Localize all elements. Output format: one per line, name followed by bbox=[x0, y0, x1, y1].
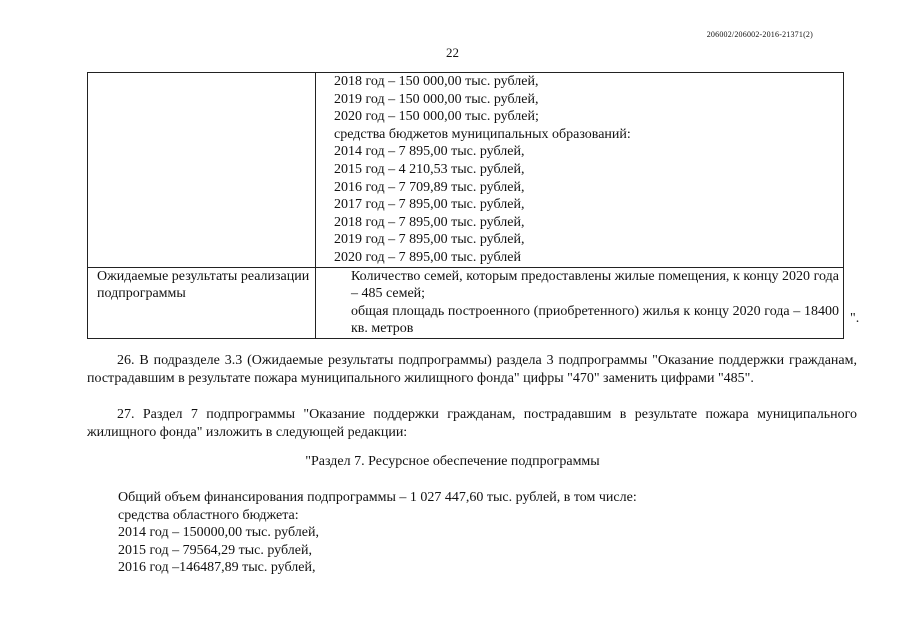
funding-line: 2020 год – 7 895,00 тыс. рублей bbox=[334, 249, 521, 265]
document-id: 206002/206002-2016-21371(2) bbox=[706, 30, 813, 39]
results-text-families: Количество семей, которым предоставлены жилые помещения, к концу 2020 года – 485 семей; bbox=[351, 268, 839, 302]
funding-line: средства бюджетов муниципальных образований: bbox=[334, 126, 631, 142]
table-cell-results bbox=[316, 267, 844, 338]
table-cell-empty bbox=[88, 73, 316, 268]
funding-line: 2019 год – 150 000,00 тыс. рублей, bbox=[334, 91, 539, 107]
section-heading: "Раздел 7. Ресурсное обеспечение подпрограммы bbox=[305, 454, 600, 469]
funding-line: 2019 год – 7 895,00 тыс. рублей, bbox=[334, 232, 525, 248]
paragraph-26-text: 26. В подразделе 3.3 (Ожидаемые результаты подпрограммы) раздела 3 подпрограммы "Оказание поддержки гражданам, пострадавшим в результате пожара муниципального жилищного фонда" цифры "470" заменить цифрами "485". bbox=[87, 353, 857, 386]
paragraph-27 bbox=[87, 406, 857, 442]
funding-line: 2015 год – 4 210,53 тыс. рублей, bbox=[334, 161, 525, 177]
funding-line: 2020 год – 150 000,00 тыс. рублей; bbox=[334, 109, 539, 125]
results-text-area: общая площадь построенного (приобретенного) жилья к концу 2020 года – 18400 кв. метров bbox=[351, 303, 839, 337]
paragraph-27-text: 27. Раздел 7 подпрограммы "Оказание поддержки гражданам, пострадавшим в результате пожара муниципального жилищного фонда" изложить в следующей редакции: bbox=[87, 407, 857, 440]
funding-line: 2018 год – 150 000,00 тыс. рублей, bbox=[334, 74, 539, 89]
section-line: 2016 год –146487,89 тыс. рублей, bbox=[118, 560, 316, 575]
section-line: средства областного бюджета: bbox=[118, 507, 299, 523]
table-cell-funding bbox=[316, 73, 844, 268]
section-line: Общий объем финансирования подпрограммы – 1 027 447,60 тыс. рублей, в том числе: bbox=[118, 490, 637, 505]
funding-line: 2018 год – 7 895,00 тыс. рублей, bbox=[334, 214, 525, 230]
funding-line: 2017 год – 7 895,00 тыс. рублей, bbox=[334, 197, 525, 213]
results-label: Ожидаемые результаты реализации подпрограммы bbox=[88, 267, 316, 338]
table-row-funding bbox=[88, 73, 844, 268]
paragraph-26 bbox=[87, 352, 857, 388]
closing-quote: ". bbox=[850, 311, 860, 326]
funding-table bbox=[87, 72, 844, 339]
table-row-results bbox=[88, 267, 844, 338]
funding-line: 2014 год – 7 895,00 тыс. рублей, bbox=[334, 144, 525, 160]
section-line: 2015 год – 79564,29 тыс. рублей, bbox=[118, 542, 312, 558]
section-line: 2014 год – 150000,00 тыс. рублей, bbox=[118, 525, 319, 540]
funding-line: 2016 год – 7 709,89 тыс. рублей, bbox=[334, 179, 525, 195]
page-number: 22 bbox=[446, 45, 459, 60]
